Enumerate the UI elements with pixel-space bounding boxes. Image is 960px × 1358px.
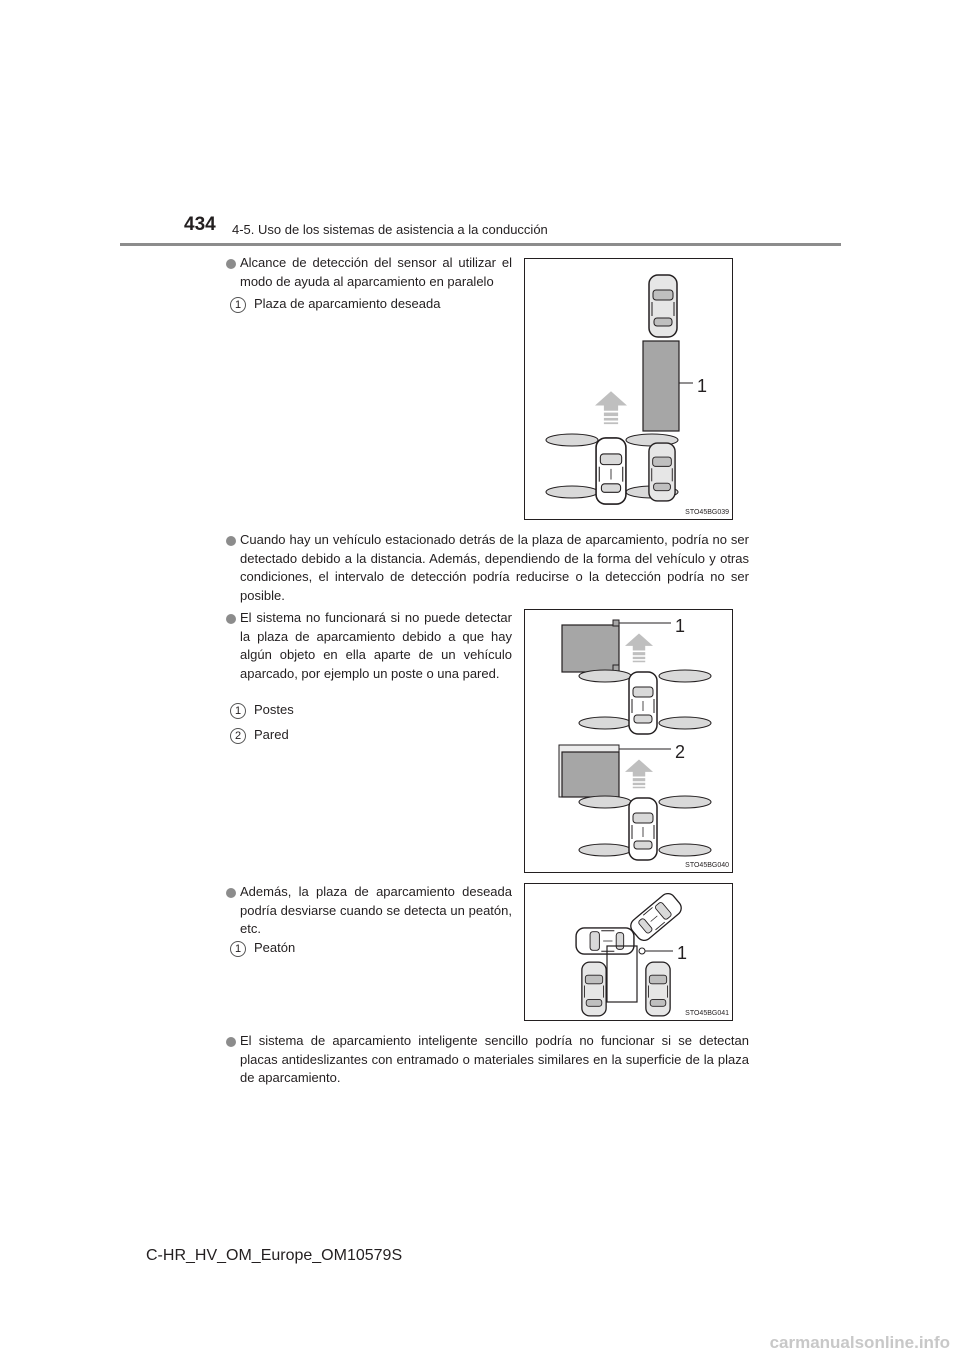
figure-pedestrian	[524, 883, 733, 1021]
section-title: 4-5. Uso de los sistemas de asistencia a la conducción	[232, 222, 548, 237]
callout-number: 1	[230, 941, 246, 957]
target-space	[562, 625, 619, 672]
label-text: Pared	[254, 727, 289, 742]
item-1-label-1	[230, 296, 440, 313]
bullet	[226, 1037, 236, 1047]
other-car-icon	[628, 890, 685, 943]
item-3-label-1	[230, 702, 294, 719]
figure-code: STO45BG041	[685, 1010, 729, 1017]
parked-car-icon	[582, 962, 606, 1016]
parked-car-icon	[649, 275, 677, 337]
item-3-text: El sistema no funcionará si no puede detectar la plaza de aparcamiento debido a que hay algún objeto en ella aparte de un vehículo aparcado, por ejemplo un poste o una pared.	[240, 610, 512, 681]
parked-car-icon	[649, 443, 675, 501]
sensor-lobe	[579, 796, 631, 808]
sensor-lobe	[659, 717, 711, 729]
callout-number: 1	[230, 297, 246, 313]
item-2-text: Cuando hay un vehículo estacionado detrás de la plaza de aparcamiento, podría no ser detectado debido a la distancia. Además, dependiendo de la forma del vehículo y otras condiciones, el intervalo de detección podría reducirse o la detección podría no ser posible.	[240, 532, 749, 603]
watermark: carmanualsonline.info	[769, 1333, 950, 1352]
bullet	[226, 259, 236, 269]
sensor-lobe	[579, 717, 631, 729]
own-car-icon	[576, 928, 634, 954]
callout-number: 1	[230, 703, 246, 719]
item-1-text: Alcance de detección del sensor al utilizar el modo de ayuda al aparcamiento en paralelo	[240, 255, 512, 289]
callout-1-label: 1	[677, 943, 688, 963]
bullet	[226, 614, 236, 624]
callout-number: 2	[230, 728, 246, 744]
bullet	[226, 536, 236, 546]
pole	[613, 620, 619, 626]
item-3-label-2	[230, 727, 289, 744]
target-space	[643, 341, 679, 431]
document-id: C-HR_HV_OM_Europe_OM10579S	[146, 1247, 403, 1264]
sensor-lobe	[659, 670, 711, 682]
own-car-icon	[629, 672, 657, 734]
callout-2-label: 2	[675, 742, 686, 762]
item-4-text: Además, la plaza de aparcamiento deseada podría desviarse cuando se detecta un peatón, etc.	[240, 884, 512, 936]
item-4-label-1	[230, 940, 295, 957]
sensor-lobe	[579, 844, 631, 856]
direction-arrow-icon	[625, 759, 653, 788]
own-car-icon	[596, 438, 626, 504]
figure-code: STO45BG040	[685, 862, 729, 869]
direction-arrow-icon	[625, 633, 653, 662]
label-text: Postes	[254, 702, 294, 717]
pedestrian-icon	[639, 948, 645, 954]
sensor-lobe	[659, 796, 711, 808]
label-text: Plaza de aparcamiento deseada	[254, 296, 441, 311]
page-number: 434	[184, 214, 216, 235]
direction-arrow-icon	[595, 391, 627, 424]
header-rule	[120, 243, 841, 246]
figure-obstacles	[524, 609, 733, 873]
sensor-lobe	[546, 434, 598, 446]
item-5-text: El sistema de aparcamiento inteligente sencillo podría no funcionar si se detectan placas antideslizantes con entramado o materiales similares en la superficie de la plaza de aparcamiento.	[240, 1033, 749, 1085]
label-text: Peatón	[254, 940, 296, 955]
sensor-lobe	[659, 844, 711, 856]
callout-1-label: 1	[675, 616, 686, 636]
sensor-lobe	[546, 486, 598, 498]
parked-car-icon	[646, 962, 670, 1016]
own-car-icon	[629, 798, 657, 860]
callout-1-label: 1	[697, 376, 708, 396]
bullet	[226, 888, 236, 898]
figure-code: STO45BG039	[685, 509, 729, 516]
target-space	[562, 752, 619, 797]
figure-parallel-parking	[524, 258, 733, 520]
sensor-lobe	[579, 670, 631, 682]
